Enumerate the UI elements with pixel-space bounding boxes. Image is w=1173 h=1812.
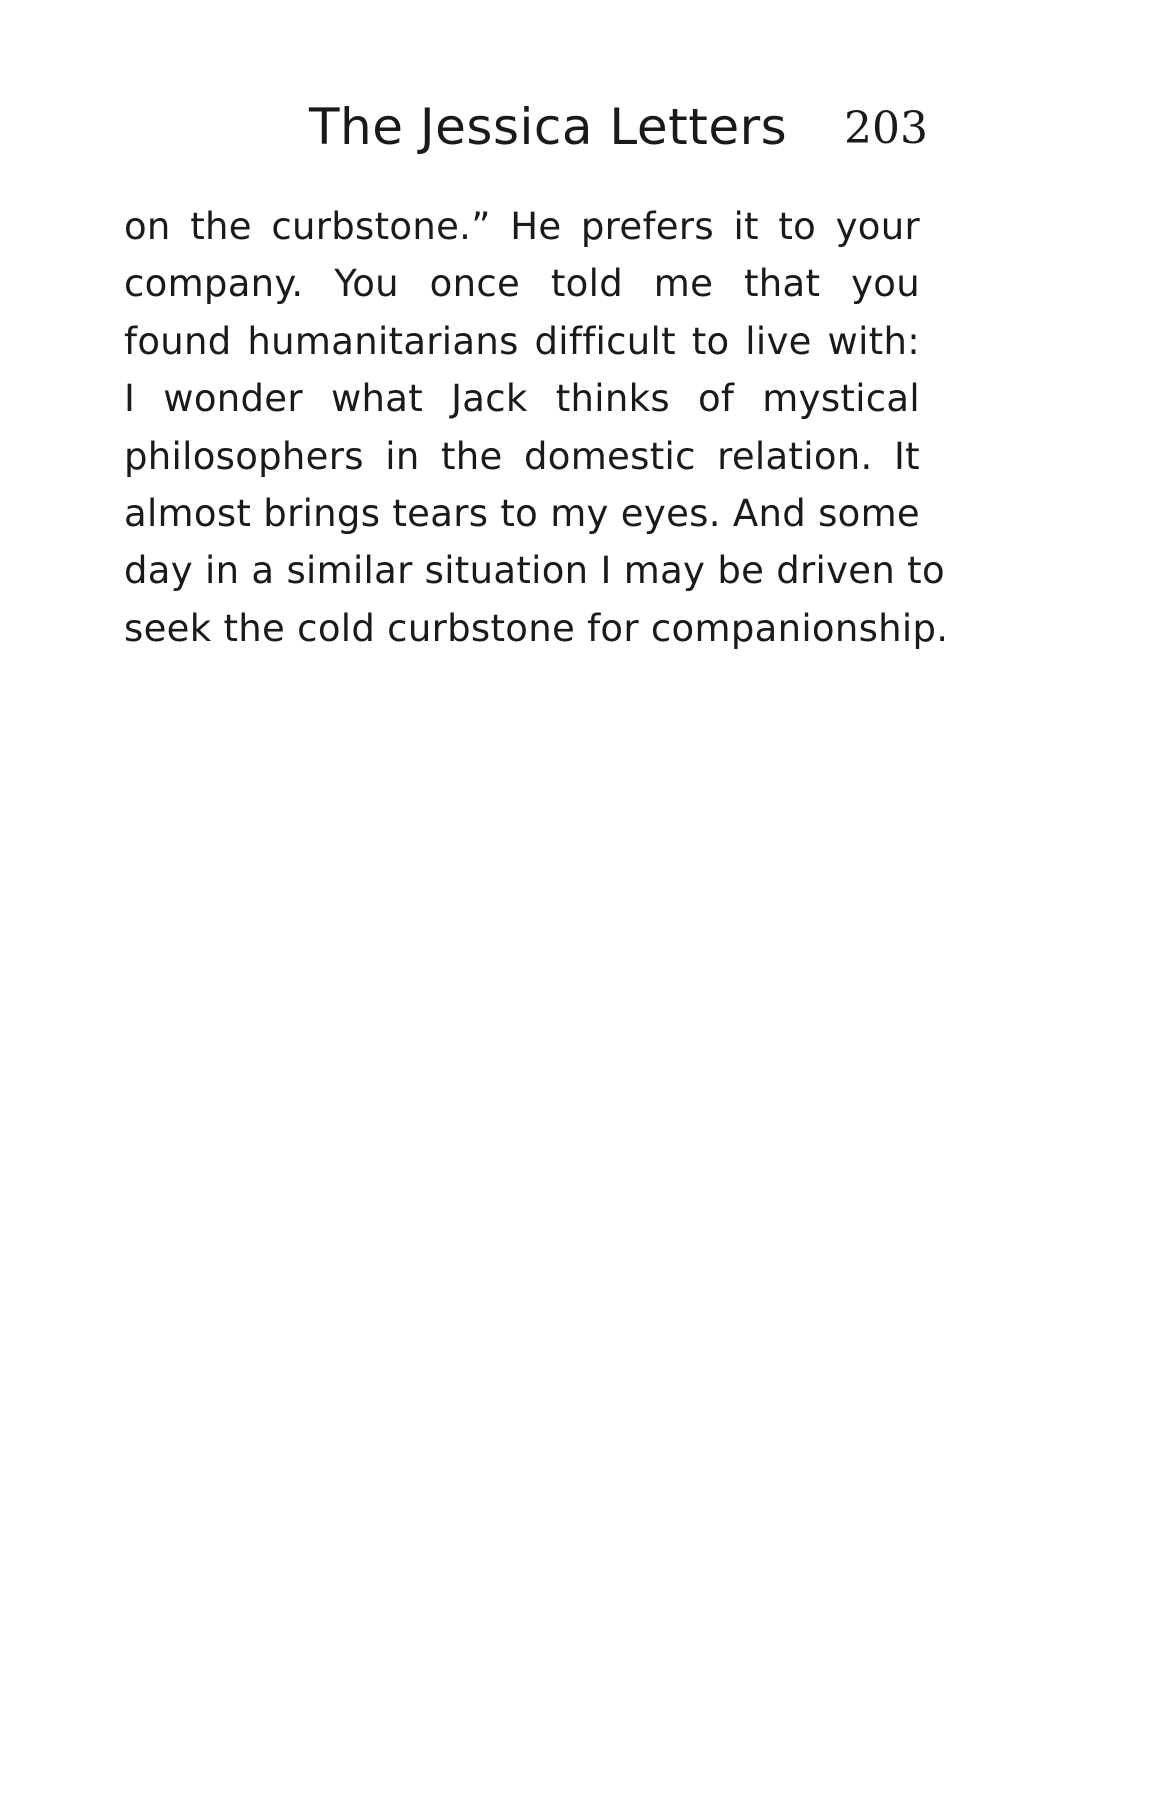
text-line: day in a similar situation I may be driven to	[124, 549, 945, 593]
text-line: almost brings tears to my eyes. And some	[124, 491, 920, 535]
text-line: philosophers in the domestic relation. It	[124, 434, 920, 478]
text-line: I wonder what Jack thinks of mystical	[124, 377, 920, 421]
text-line: found humanitarians difficult to live with:	[124, 319, 920, 363]
body-paragraph	[124, 198, 949, 657]
page-number: 203	[844, 103, 928, 154]
text-line: on the curbstone.” He prefers it to your	[124, 205, 920, 248]
running-title: The Jessica Letters	[309, 98, 788, 156]
running-head	[124, 92, 928, 162]
text-line: company. You once told me that you	[124, 262, 920, 306]
text-line: seek the cold curbstone for companionship.	[124, 606, 949, 650]
